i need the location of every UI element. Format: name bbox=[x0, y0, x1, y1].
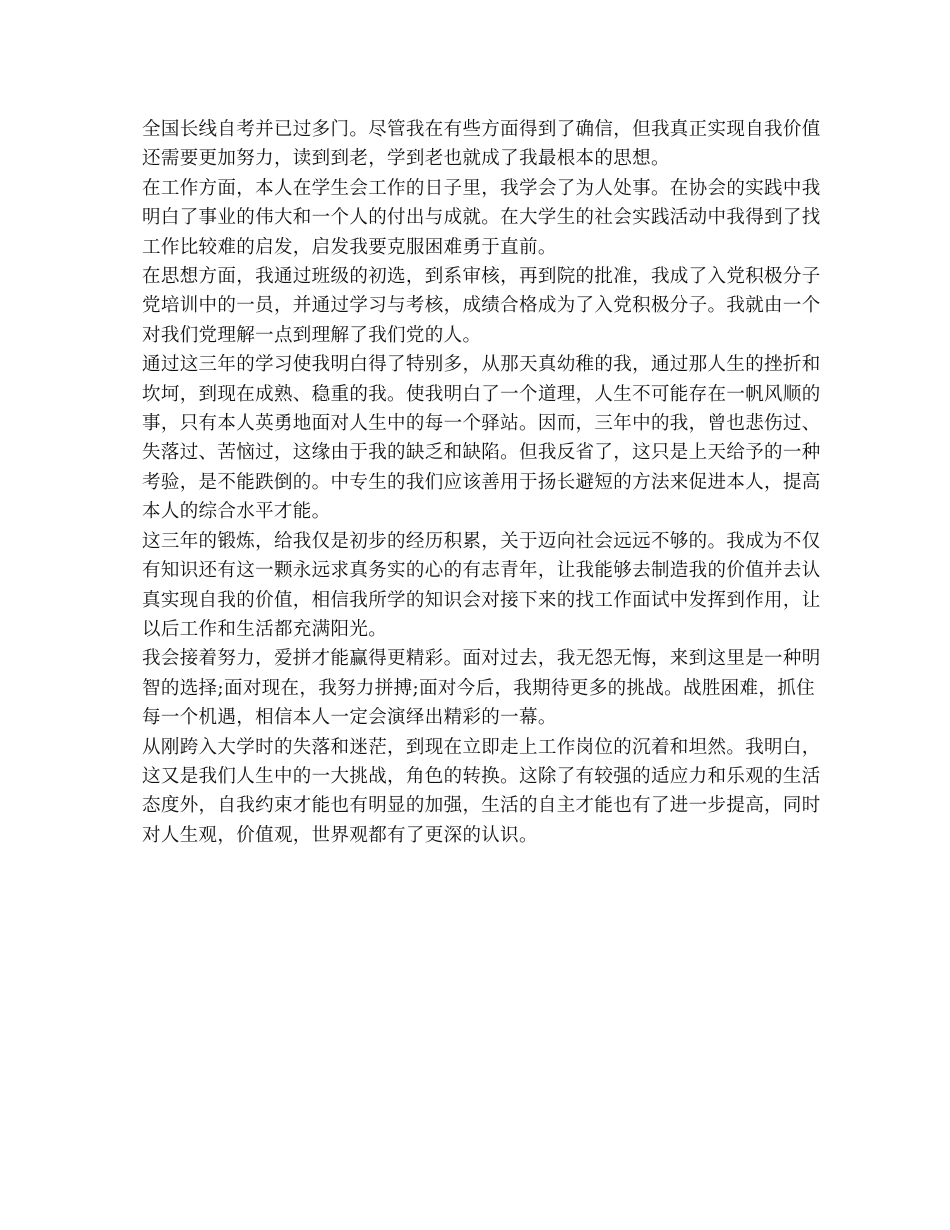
text-line: 失落过、苦恼过，这缘由于我的缺乏和缺陷。但我反省了，这只是上天给予的一种 bbox=[142, 442, 821, 464]
text-line: 全国长线自考并已过多门。尽管我在有些方面得到了确信，但我真正实现自我价值 bbox=[142, 119, 821, 140]
text-line: 真实现自我的价值，相信我所学的知识会对接下来的找工作面试中发挥到作用，让 bbox=[142, 589, 821, 611]
text-line: 对我们党理解一点到理解了我们党的人。 bbox=[142, 324, 482, 346]
text-line: 本人的综合水平才能。 bbox=[142, 501, 331, 523]
text-line: 在思想方面，我通过班级的初选，到系审核，再到院的批准，我成了入党积极分子 bbox=[142, 266, 821, 288]
document-body bbox=[142, 115, 821, 850]
text-line: 党培训中的一员，并通过学习与考核，成绩合格成为了入党积极分子。我就由一个 bbox=[142, 295, 821, 317]
text-line: 态度外，自我约束才能也有明显的加强，生活的自主才能也有了进一步提高，同时 bbox=[142, 795, 821, 817]
text-line: 工作比较难的启发，启发我要克服困难勇于直前。 bbox=[142, 236, 557, 258]
text-line: 有知识还有这一颗永远求真务实的心的有志青年，让我能够去制造我的价值并去认 bbox=[142, 560, 821, 582]
text-line: 考验，是不能跌倒的。中专生的我们应该善用于扬长避短的方法来促进本人，提高 bbox=[142, 471, 821, 493]
text-line: 对人生观，价值观，世界观都有了更深的认识。 bbox=[142, 824, 538, 846]
text-line: 我会接着努力，爱拼才能赢得更精彩。面对过去，我无怨无悔，来到这里是一种明 bbox=[142, 648, 821, 670]
text-line: 事，只有本人英勇地面对人生中的每一个驿站。因而，三年中的我，曾也悲伤过、 bbox=[142, 413, 821, 435]
text-line: 明白了事业的伟大和一个人的付出与成就。在大学生的社会实践活动中我得到了找 bbox=[142, 207, 821, 229]
text-line: 智的选择;面对现在，我努力拼搏;面对今后，我期待更多的挑战。战胜困难，抓住 bbox=[142, 677, 815, 699]
text-line: 以后工作和生活都充满阳光。 bbox=[142, 618, 388, 640]
text-line: 坎坷，到现在成熟、稳重的我。使我明白了一个道理，人生不可能存在一帆风顺的 bbox=[142, 383, 821, 405]
text-line: 这又是我们人生中的一大挑战，角色的转换。这除了有较强的适应力和乐观的生活 bbox=[142, 765, 821, 787]
text-line: 还需要更加努力，读到到老，学到老也就成了我最根本的思想。 bbox=[142, 148, 670, 170]
text-line: 每一个机遇，相信本人一定会演绎出精彩的一幕。 bbox=[142, 707, 557, 729]
text-line: 通过这三年的学习使我明白得了特别多，从那天真幼稚的我，通过那人生的挫折和 bbox=[142, 354, 821, 376]
text-line: 在工作方面，本人在学生会工作的日子里，我学会了为人处事。在协会的实践中我 bbox=[142, 177, 821, 199]
text-line: 从刚跨入大学时的失落和迷茫，到现在立即走上工作岗位的沉着和坦然。我明白， bbox=[142, 736, 821, 758]
text-line: 这三年的锻炼，给我仅是初步的经历积累，关于迈向社会远远不够的。我成为不仅 bbox=[142, 530, 821, 552]
